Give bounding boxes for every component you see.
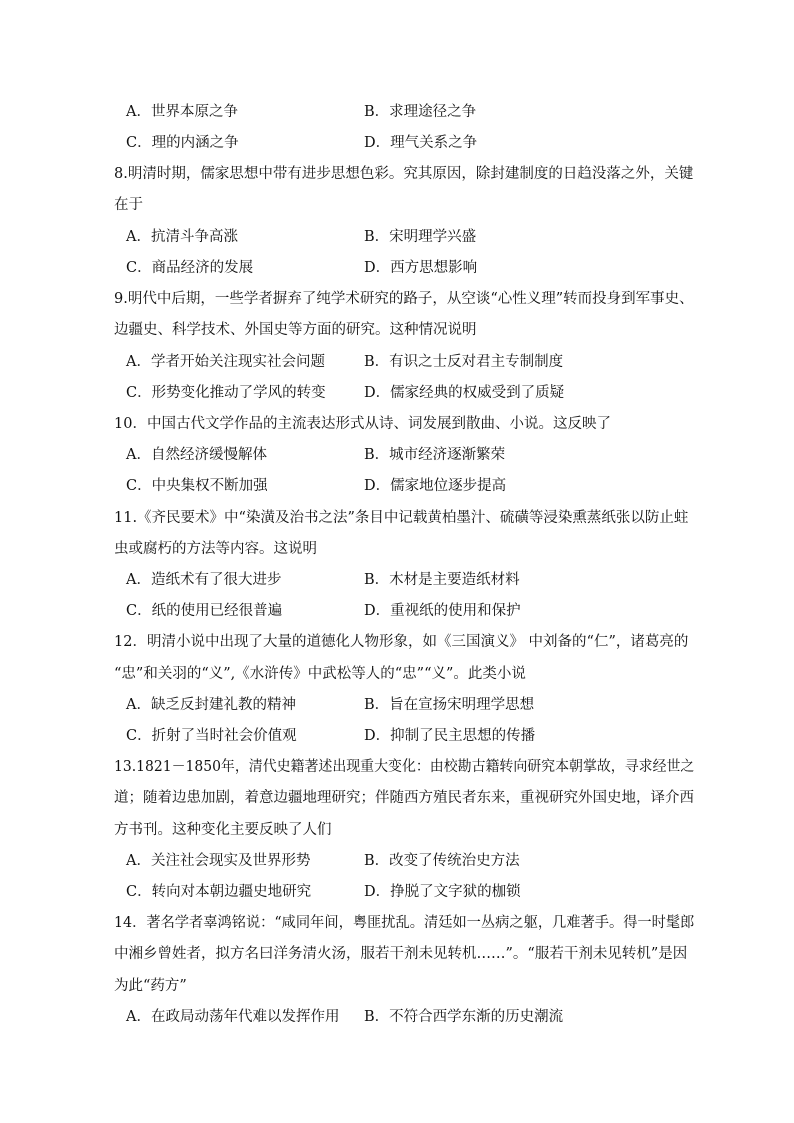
q14-stem-line-3: 为此“药方” (114, 978, 187, 994)
q12-option-c: C．折射了当时社会价值观 (126, 728, 297, 744)
q7-option-a: A．世界本原之争 (126, 104, 238, 120)
q10-option-d: D．儒家地位逐步提高 (364, 478, 507, 494)
q14-option-a: A．在政局动荡年代难以发挥作用 (126, 1009, 340, 1025)
q12-option-a: A．缺乏反封建礼教的精神 (126, 697, 296, 713)
q11-stem-line-2: 虫或腐朽的方法等内容。这说明 (114, 541, 317, 557)
q13-option-b: B．改变了传统治史方法 (364, 853, 520, 869)
q9-option-b: B．有识之士反对君主专制制度 (364, 354, 564, 370)
q10-option-a: A．自然经济缓慢解体 (126, 447, 267, 463)
q11-option-d: D．重视纸的使用和保护 (364, 603, 521, 619)
q11-option-b: B．木材是主要造纸材料 (364, 572, 520, 588)
q9-option-d: D．儒家经典的权威受到了质疑 (364, 385, 565, 401)
q10-stem-line-1: 10．中国古代文学作品的主流表达形式从诗、词发展到散曲、小说。这反映了 (114, 416, 611, 432)
q9-stem-line-2: 边疆史、科学技术、外国史等方面的研究。这种情况说明 (114, 322, 477, 338)
q7-option-b: B．求理途径之争 (364, 104, 477, 120)
q13-option-c: C．转向对本朝边疆史地研究 (126, 884, 312, 900)
q8-stem-line-2: 在于 (114, 197, 143, 213)
q12-option-d: D．抑制了民主思想的传播 (364, 728, 536, 744)
q13-stem-line-1: 13.1821－1850年，清代史籍著述出现重大变化：由校勘古籍转向研究本朝掌故，寻求经世之 (114, 759, 695, 775)
q10-option-c: C．中央集权不断加强 (126, 478, 268, 494)
q9-stem-line-1: 9.明代中后期，一些学者摒弃了纯学术研究的路子，从空谈“心性义理”转而投身到军事史、 (114, 291, 694, 307)
q8-option-a: A．抗清斗争高涨 (126, 229, 238, 245)
q11-option-c: C．纸的使用已经很普遍 (126, 603, 283, 619)
q11-option-a: A．造纸术有了很大进步 (126, 572, 282, 588)
q12-option-b: B．旨在宣扬宋明理学思想 (364, 697, 535, 713)
q8-stem-line-1: 8.明清时期，儒家思想中带有进步思想色彩。究其原因，除封建制度的日趋没落之外，关键 (114, 166, 694, 182)
q14-option-b: B．不符合西学东渐的历史潮流 (364, 1009, 564, 1025)
q8-option-b: B．宋明理学兴盛 (364, 229, 477, 245)
q7-option-d: D．理气关系之争 (364, 135, 478, 151)
q14-stem-line-1: 14．著名学者辜鸿铭说：“咸同年间，粤匪扰乱。清廷如一丛病之躯，几难著手。得一时髦郎 (114, 915, 695, 931)
q11-stem-line-1: 11.《齐民要术》中“染潢及治书之法”条目中记载黄柏墨汁、硫磺等浸染熏蒸纸张以防止蛀 (114, 510, 689, 526)
q7-option-c: C．理的内涵之争 (126, 135, 239, 151)
q13-stem-line-3: 方书刊。这种变化主要反映了人们 (114, 822, 332, 838)
q12-stem-line-1: 12．明清小说中出现了大量的道德化人物形象，如《三国演义》 中刘备的“仁”，诸葛亮的 (114, 634, 689, 650)
q12-stem-line-2: “忠”和关羽的“义”,《水浒传》中武松等人的“忠”“义”。此类小说 (114, 666, 526, 682)
q13-option-d: D．挣脱了文字狱的枷锁 (364, 884, 521, 900)
q9-option-a: A．学者开始关注现实社会问题 (126, 354, 325, 370)
q8-option-d: D．西方思想影响 (364, 260, 478, 276)
q9-option-c: C．形势变化推动了学风的转变 (126, 385, 326, 401)
q8-option-c: C．商品经济的发展 (126, 260, 254, 276)
q13-option-a: A．关注社会现实及世界形势 (126, 853, 311, 869)
q10-option-b: B．城市经济逐渐繁荣 (364, 447, 506, 463)
q14-stem-line-2: 中湘乡曾姓者，拟方名曰洋务清火汤，服若干剂未见转机……”。“服若干剂未见转机”是因 (114, 946, 688, 962)
q13-stem-line-2: 道；随着边患加剧，着意边疆地理研究；伴随西方殖民者东来，重视研究外国史地，译介西 (114, 790, 694, 806)
